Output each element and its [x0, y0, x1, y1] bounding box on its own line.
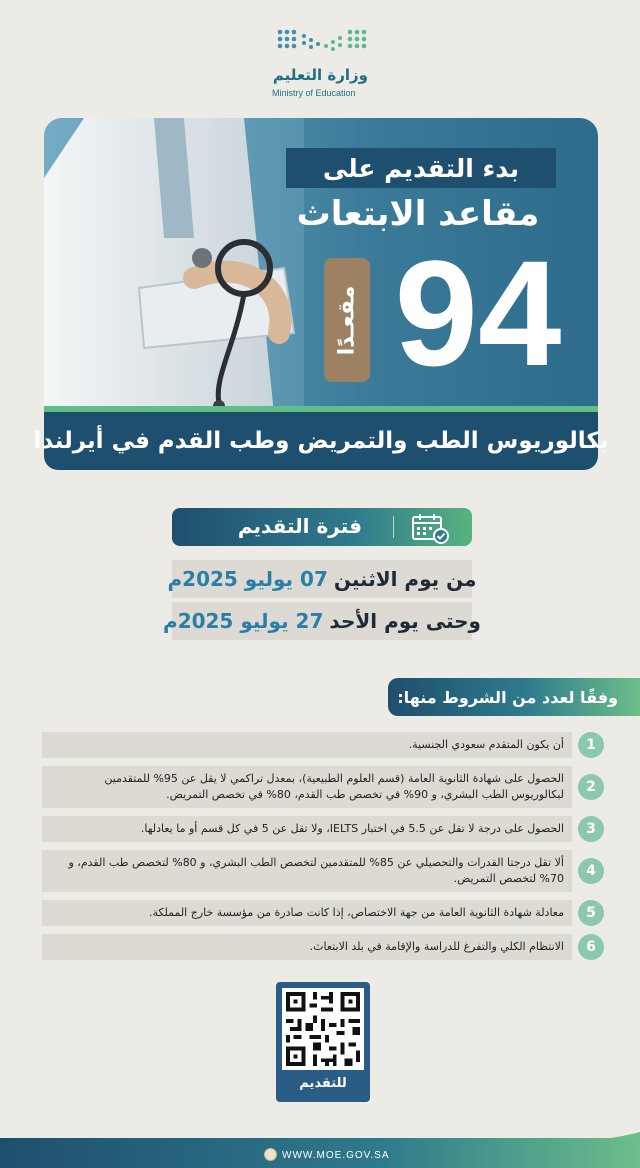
- seat-word: مقعـدًا: [334, 285, 360, 355]
- condition-text: الحصول على درجة لا تقل عن 5.5 في اختبار IELTS، ولا تقل عن 5 في كل قسم أو ما يعادلها.: [42, 816, 572, 842]
- moe-emblem-icon: [264, 1148, 277, 1161]
- list-item: [36, 934, 604, 960]
- condition-number: 3: [578, 816, 604, 842]
- date-to-prefix: وحتى يوم الأحد: [329, 609, 481, 633]
- calendar-check-icon: [410, 512, 450, 544]
- logo-dots-icon: [276, 26, 372, 54]
- qr-code[interactable]: [282, 988, 364, 1070]
- list-item: [36, 732, 604, 758]
- condition-text: ألا تقل درجتا القدرات والتحصيلي عن 85% للمتقدمين لتخصص الطب البشري، و 80% لتخصص طب القدم، و 70% لتخصص التمريض.: [42, 850, 572, 892]
- conditions-header: وفقًا لعدد من الشروط منها:: [388, 678, 640, 716]
- condition-number: 4: [578, 858, 604, 884]
- logo-english-text: Ministry of Education: [272, 88, 356, 98]
- list-item: [36, 766, 604, 808]
- footer-bar: [0, 1138, 640, 1168]
- apply-label[interactable]: للتقديم: [299, 1076, 347, 1091]
- list-item: [36, 850, 604, 892]
- seat-count: 94: [394, 229, 562, 397]
- condition-number: 5: [578, 900, 604, 926]
- footer-url-link[interactable]: WWW.MOE.GOV.SA: [282, 1150, 390, 1161]
- condition-text: معادلة شهادة الثانوية العامة من جهة الاختصاص، إذا كانت صادرة من مؤسسة خارج المملكة.: [42, 900, 572, 926]
- doctor-stethoscope-icon: [44, 118, 304, 414]
- date-to-value: 27 يوليو 2025م: [163, 609, 324, 633]
- list-item: [36, 816, 604, 842]
- seat-word-tag: [324, 258, 370, 382]
- condition-text: الانتظام الكلي والتفرغ للدراسة والإقامة في بلد الابتعاث.: [42, 934, 572, 960]
- conditions-list: [36, 732, 604, 968]
- hero-banner: [44, 118, 598, 414]
- condition-text: الحصول على شهادة الثانوية العامة (قسم العلوم الطبيعية)، بمعدل تراكمي لا يقل عن 95% للمتقدمين لبكالوريوس الطب البشري، و 90% في تخصص طب القدم، 80% في تخصص التمريض.: [42, 766, 572, 808]
- qr-apply-card[interactable]: [276, 982, 370, 1102]
- headline-scholarship-seats: مقاعد الابتعاث: [296, 194, 540, 234]
- condition-text: أن يكون المتقدم سعودي الجنسية.: [42, 732, 572, 758]
- program-banner: بكالوريوس الطب والتمريض وطب القدم في أيرلندا: [44, 412, 598, 470]
- condition-number: 1: [578, 732, 604, 758]
- date-from-value: 07 يوليو 2025م: [167, 567, 328, 591]
- condition-number: 6: [578, 934, 604, 960]
- period-header: [172, 508, 472, 546]
- period-title: فترة التقديم: [237, 514, 362, 538]
- qr-code-icon: [282, 988, 364, 1070]
- list-item: [36, 900, 604, 926]
- headline-start: بدء التقديم على: [286, 148, 556, 188]
- date-from: [167, 560, 477, 598]
- condition-number: 2: [578, 774, 604, 800]
- logo-arabic-text: وزارة التعليم: [272, 66, 368, 84]
- date-from-prefix: من يوم الاثنين: [333, 567, 477, 591]
- period-separator: [393, 516, 394, 538]
- ministry-logo: [250, 26, 390, 100]
- date-to: [163, 602, 481, 640]
